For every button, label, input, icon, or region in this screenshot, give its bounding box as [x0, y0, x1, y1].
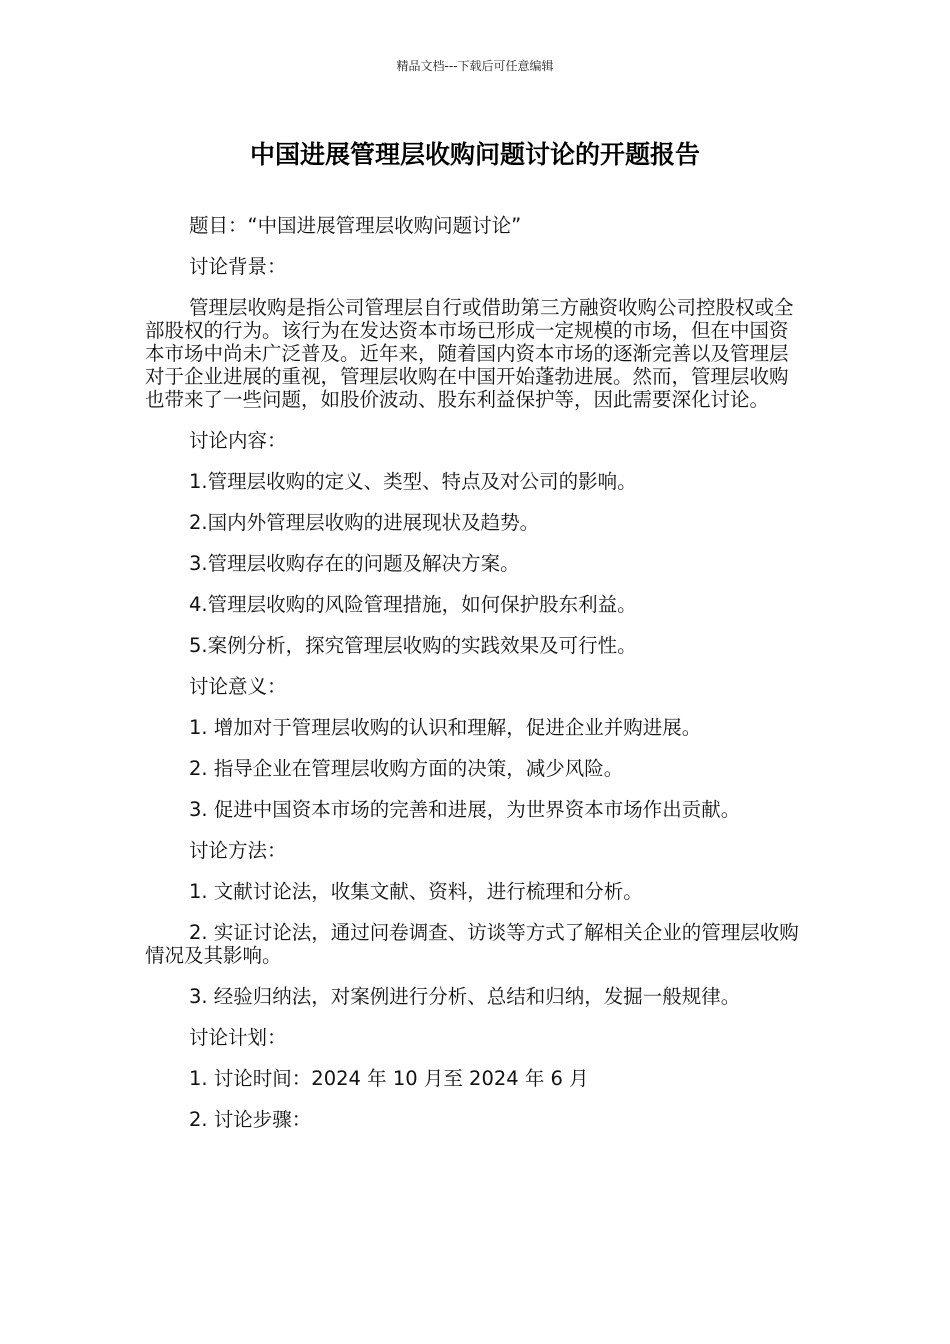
document-title: 中国进展管理层收购问题讨论的开题报告: [249, 140, 700, 169]
content-item-3: 3.管理层收购存在的问题及解决方案。: [189, 552, 520, 575]
content-heading: 讨论内容：: [189, 429, 287, 452]
plan-item-2: 2. 讨论步骤：: [189, 1108, 312, 1131]
background-heading: 讨论背景：: [189, 255, 287, 278]
plan-heading: 讨论计划：: [189, 1026, 287, 1049]
method-heading: 讨论方法：: [189, 839, 287, 862]
content-item-5: 5.案例分析，探究管理层收购的实践效果及可行性。: [189, 634, 637, 657]
page-header: 精品文档---下载后可任意编辑: [396, 59, 554, 73]
significance-item-1: 1. 增加对于管理层收购的认识和理解，促进企业并购进展。: [189, 716, 702, 739]
significance-item-3: 3. 促进中国资本市场的完善和进展，为世界资本市场作出贡献。: [189, 798, 741, 821]
method-item-1: 1. 文献讨论法，收集文献、资料，进行梳理和分析。: [189, 880, 643, 903]
content-item-2: 2.国内外管理层收购的进展现状及趋势。: [189, 511, 540, 534]
method-item-2: 2. 实证讨论法，通过问卷调查、访谈等方式了解相关企业的管理层收购情况及其影响。: [145, 921, 799, 967]
topic-paragraph: 题目：“中国进展管理层收购问题讨论”: [189, 214, 522, 237]
content-item-1: 1.管理层收购的定义、类型、特点及对公司的影响。: [189, 470, 637, 493]
content-item-4: 4.管理层收购的风险管理措施，如何保护股东利益。: [189, 593, 637, 616]
background-paragraph: 管理层收购是指公司管理层自行或借助第三方融资收购公司控股权或全部股权的行为。该行为在发达资本市场已形成一定规模的市场，但在中国资本市场中尚未广泛普及。近年来，随着国内资本市场的逐渐完善以及管理层对于企业进展的重视，管理层收购在中国开始蓬勃进展。然而，管理层收购也带来了一些问题，如股价波动、股东利益保护等，因此需要深化讨论。: [145, 296, 794, 411]
plan-item-1: 1. 讨论时间：2024 年 10 月至 2024 年 6 月: [189, 1067, 589, 1090]
significance-item-2: 2. 指导企业在管理层收购方面的决策，减少风险。: [189, 757, 624, 780]
document-body: [145, 214, 800, 1149]
significance-heading: 讨论意义：: [189, 675, 287, 698]
method-item-3: 3. 经验归纳法，对案例进行分析、总结和归纳，发掘一般规律。: [189, 985, 741, 1008]
